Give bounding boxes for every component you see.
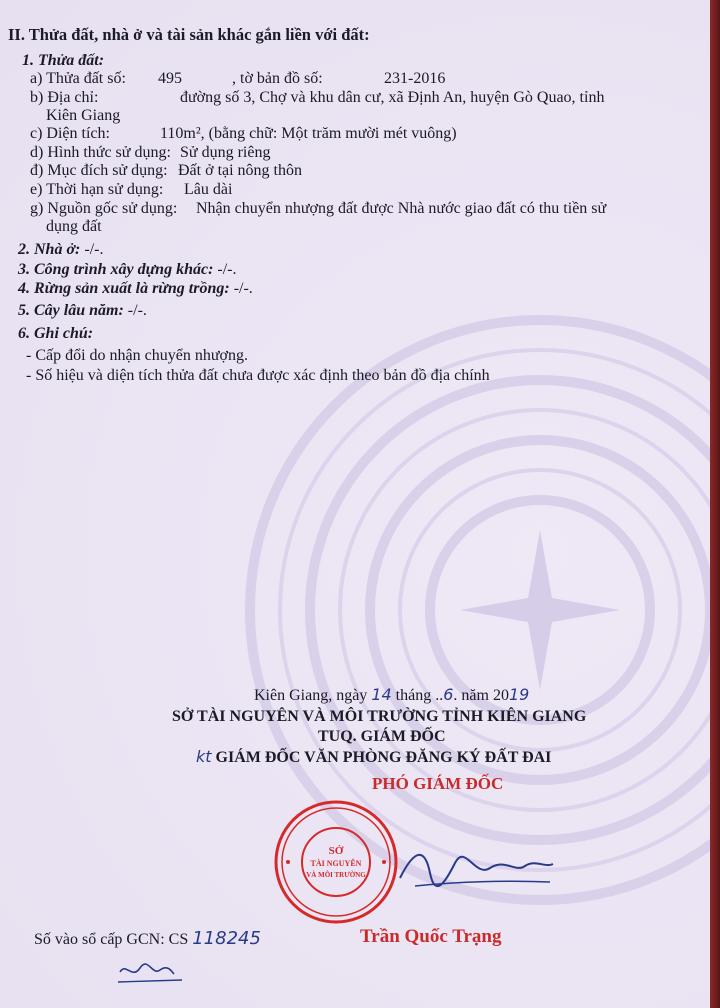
date-year: 19 (508, 685, 530, 704)
signer-name: Trần Quốc Trạng (360, 926, 502, 947)
place-date-prefix: Kiên Giang, ngày (254, 687, 368, 704)
trees-value: -/-. (127, 302, 147, 319)
place-date: Kiên Giang, ngày 14 tháng ..6. năm 2019 (254, 685, 530, 704)
forest-label: 4. Rừng sản xuất là rừng trồng: (18, 280, 230, 297)
director-title: GIÁM ĐỐC VĂN PHÒNG ĐĂNG KÝ ĐẤT ĐAI (215, 749, 552, 766)
section-title: II. Thửa đất, nhà ở và tài sản khác gắn liền với đất: (8, 25, 370, 44)
official-seal-icon (272, 798, 400, 926)
address-label: b) Địa chỉ: (30, 89, 99, 106)
registry-initial-icon (112, 958, 272, 988)
seal-center-line-2: TÀI NGUYÊN (310, 859, 362, 868)
seal-center-line-3: VÀ MÔI TRƯỜNG (306, 871, 366, 879)
origin-value-cont: dụng đất (46, 218, 102, 235)
deputy-director-title: PHÓ GIÁM ĐỐC (372, 774, 504, 793)
house-label: 2. Nhà ở: (18, 241, 81, 258)
seal-center-line-1: SỞ (328, 845, 344, 857)
note-line-2: - Số hiệu và diện tích thửa đất chưa được xác định theo bản đồ địa chính (26, 367, 490, 384)
date-month: 6 (443, 685, 454, 704)
usage-form-label: d) Hình thức sử dụng: (30, 144, 171, 161)
tuq-director: TUQ. GIÁM ĐỐC (318, 728, 446, 745)
kt-handwritten: kt (196, 747, 212, 766)
address-value-cont: Kiên Giang (46, 107, 121, 124)
parcel-number-value: 495 (158, 70, 182, 87)
area-value: 110m², (bằng chữ: Một trăm mười mét vuông) (160, 125, 457, 142)
registry-number: 118245 (192, 928, 261, 949)
construction-value: -/-. (217, 261, 237, 278)
handwritten-signature-icon (395, 838, 555, 898)
forest-value: -/-. (233, 280, 253, 297)
origin-label: g) Nguồn gốc sử dụng: (30, 200, 178, 217)
construction-label: 3. Công trình xây dựng khác: (18, 261, 214, 278)
address-value: đường số 3, Chợ và khu dân cư, xã Định An, huyện Gò Quao, tỉnh (180, 89, 605, 106)
parcel-number-label: a) Thửa đất số: (30, 70, 126, 87)
map-sheet-value: 231-2016 (384, 70, 446, 87)
issuing-organization: SỞ TÀI NGUYÊN VÀ MÔI TRƯỜNG TỈNH KIÊN GIANG (172, 708, 587, 725)
month-label: tháng (395, 687, 432, 704)
usage-form-value: Sử dụng riêng (180, 144, 271, 161)
map-sheet-label: , tờ bản đồ số: (232, 70, 323, 87)
year-label: năm 20 (461, 687, 509, 704)
notes-label: 6. Ghi chú: (18, 325, 94, 342)
cover-edge (710, 0, 720, 1008)
origin-value: Nhận chuyển nhượng đất được Nhà nước giao đất có thu tiền sử (196, 200, 607, 217)
area-label: c) Diện tích: (30, 125, 110, 142)
registry-label: Số vào sổ cấp GCN: CS (34, 931, 189, 948)
director-line (196, 747, 551, 767)
usage-term-label: e) Thời hạn sử dụng: (30, 181, 164, 198)
usage-purpose-label: đ) Mục đích sử dụng: (30, 162, 168, 179)
house-value: -/-. (84, 241, 104, 258)
registry-line (34, 930, 261, 949)
trees-label: 5. Cây lâu năm: (18, 302, 124, 319)
parcel-heading: 1. Thửa đất: (22, 52, 105, 69)
usage-purpose-value: Đất ở tại nông thôn (178, 162, 302, 179)
date-day: 14 (371, 685, 392, 704)
usage-term-value: Lâu dài (184, 181, 233, 198)
note-line-1: - Cấp đổi do nhận chuyển nhượng. (26, 347, 248, 364)
